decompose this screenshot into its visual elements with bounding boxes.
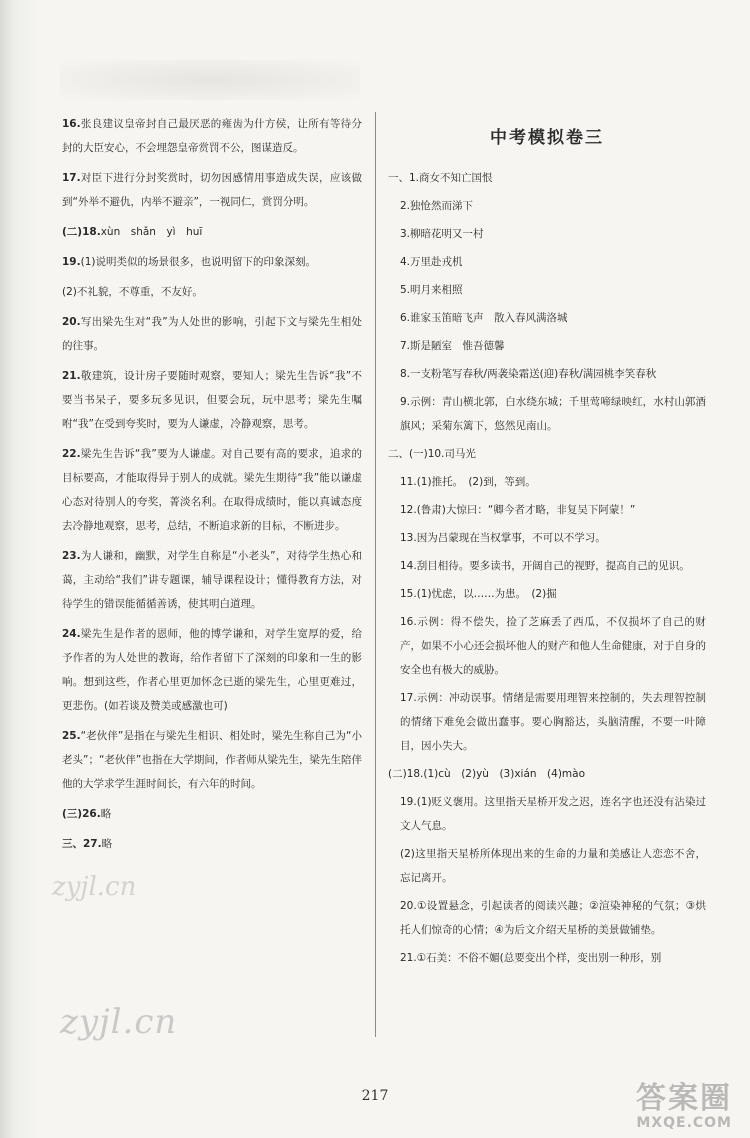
answer-text: 司马光: [444, 448, 476, 460]
answer-number: 14.: [400, 560, 417, 572]
answer-item: [388, 582, 706, 606]
answer-number: 21.: [62, 370, 81, 382]
column-divider: [375, 112, 376, 1037]
answer-number: 二、(一)10.: [388, 448, 445, 460]
answer-number: 17.: [62, 172, 81, 184]
answer-text: 独怆然而涕下: [410, 200, 474, 212]
answer-number: (二)18.: [388, 768, 424, 780]
answer-number: 11.: [400, 476, 417, 488]
answer-text: 万里赴戎机: [410, 256, 463, 268]
answer-text: 写出梁先生对“我”为人处世的影响，引起下文与梁先生相处的往事。: [62, 316, 362, 352]
answer-text: 略: [101, 838, 113, 850]
answer-text: 商女不知亡国恨: [419, 172, 493, 184]
answer-text: (1)推托。 (2)到，等到。: [416, 476, 536, 488]
answer-text: (1)忧虑，以……为患。 (2)掘: [416, 588, 557, 600]
answer-number: 22.: [62, 448, 81, 460]
left-answer-column: [62, 112, 362, 862]
answer-text: 示例：得不偿失，捡了芝麻丢了西瓜，不仅损坏了自己的财产，如果不小心还会损坏他人的财产和他人生命健康，对于自身的安全也有极大的威胁。: [400, 616, 706, 676]
answer-item: [62, 250, 362, 274]
right-answer-column: [388, 110, 706, 974]
answer-text: (2)这里指天星桥所体现出来的生命的力量和美感让人恋恋不舍，忘记离开。: [400, 848, 706, 884]
answer-item: [388, 278, 706, 302]
answer-item: [62, 832, 362, 856]
answer-number: 21.: [400, 952, 417, 964]
answer-item: [388, 554, 706, 578]
watermark-stamp-logo: [562, 1082, 732, 1132]
answer-number: 17.: [400, 692, 417, 704]
answer-number: 三、27.: [62, 838, 102, 850]
answer-text: (1)说明类似的场景很多，也说明留下的印象深刻。: [80, 256, 316, 268]
watermark-mid: zyjl.cn: [52, 872, 137, 902]
answer-text: 敬建筑，设计房子要随时观察，要知人；梁先生告诉“我”不要当书呆子，要多玩多见识，但要会玩，玩中思考；梁先生嘱咐“我”在受到夸奖时，要为人谦虚，冷静观察，思考。: [62, 370, 362, 430]
answer-text: (1)贬义褒用。这里指天星桥开发之迟，连名字也还没有沾染过文人气息。: [400, 796, 706, 832]
answer-item: [62, 544, 362, 616]
answer-item: [388, 194, 706, 218]
answer-item: [62, 112, 362, 160]
answer-number: 6.: [400, 312, 411, 324]
answer-item: [388, 222, 706, 246]
answer-number: 12.: [400, 504, 417, 516]
answer-item: [388, 894, 706, 942]
answer-text: 为人谦和，幽默，对学生自称是“小老头”，对待学生热心和蔼，主动给“我们”讲专题课，辅导课程设计；懂得教育方法，对待学生的错误能循循善诱，使其明白道理。: [62, 550, 362, 610]
watermark-url: MXQE.COM: [636, 1115, 732, 1131]
watermark-stamp-text: 答案圈: [636, 1081, 732, 1116]
answer-item: [62, 802, 362, 826]
answer-text: (2)不礼貌，不尊重，不友好。: [62, 286, 203, 298]
answer-number: 一、1.: [388, 172, 420, 184]
answer-item: [388, 526, 706, 550]
scan-smudge: [60, 60, 360, 100]
answer-number: 15.: [400, 588, 417, 600]
answer-item: [62, 280, 362, 304]
answer-number: 9.: [400, 396, 411, 408]
answer-item: [388, 842, 706, 890]
answer-item: [388, 946, 706, 970]
answer-number: 19.: [62, 256, 81, 268]
answer-text: 明月来相照: [410, 284, 463, 296]
answer-number: 3.: [400, 228, 411, 240]
answer-text: ①设置悬念，引起读者的阅读兴趣；②渲染神秘的气氛；③烘托人们惊奇的心情；④为后文介绍天星桥的美景做铺垫。: [400, 900, 706, 936]
answer-item: [388, 250, 706, 274]
answer-text: 刮目相待。要多读书，开阔自己的视野，提高自己的见识。: [416, 560, 690, 572]
answer-text: (1)cù (2)yù (3)xián (4)mào: [423, 768, 586, 780]
answer-number: 24.: [62, 628, 81, 640]
answer-number: (二)18.: [62, 226, 101, 238]
answer-number: 25.: [62, 730, 81, 742]
answer-number: (三)26.: [62, 808, 101, 820]
answer-item: [62, 166, 362, 214]
answer-text: 梁先生是作者的恩师，他的博学谦和，对学生宽厚的爱，给予作者的为人处世的教诲，给作者留下了深刻的印象和一生的影响。想到这些，作者心里更加怀念已逝的梁先生，心里更难过，更悲伤。(如若谈及赞美或感激也可): [62, 628, 362, 712]
answer-item: [388, 470, 706, 494]
answer-item: [62, 310, 362, 358]
answer-text: xùn shǎn yì huī: [100, 226, 203, 238]
answer-item: [388, 442, 706, 466]
answer-number: 5.: [400, 284, 411, 296]
answer-item: [388, 306, 706, 330]
page-number: 217: [361, 1088, 389, 1104]
answer-number: 8.: [400, 368, 411, 380]
answer-number: 2.: [400, 200, 411, 212]
answer-item: [62, 220, 362, 244]
answer-text: 梁先生告诉“我”要为人谦虚。对自己要有高的要求，追求的目标要高，才能取得异于别人的成就。梁先生期待“我”能以谦虚心态对待别人的夸奖，菁淡名利。在取得成绩时，能以真诚态度去冷静地观察，思考，总结，不断追求新的目标，不断进步。: [62, 448, 362, 532]
answer-number: 13.: [400, 532, 417, 544]
answer-text: 示例：冲动误事。情绪是需要用理智来控制的，失去理智控制的情绪下难免会做出蠢事。要心胸豁达，头脑清醒，不要一叶障目，因小失大。: [400, 692, 706, 752]
answer-number: 16.: [62, 118, 81, 130]
watermark-left: zyjl.cn: [60, 1002, 178, 1042]
answer-text: 示例：青山横北郭，白水绕东城；千里莺啼绿映红，水村山郭酒旗风；采菊东篱下，悠然见南山。: [400, 396, 706, 432]
answer-item: [388, 686, 706, 758]
answer-number: 7.: [400, 340, 411, 352]
answer-text: “老伙伴”是指在与梁先生相识、相处时，梁先生称自己为“小老头”；“老伙伴”也指在大学期间，作者师从梁先生，梁先生陪伴他的大学求学生涯时间长，有六年的时间。: [62, 730, 362, 790]
answer-number: 16.: [400, 616, 417, 628]
answer-item: [388, 762, 706, 786]
answer-item: [388, 166, 706, 190]
answer-text: (鲁肃)大惊曰：“卿今者才略，非复吴下阿蒙！”: [416, 504, 636, 516]
answer-item: [62, 442, 362, 538]
answer-item: [62, 622, 362, 718]
answer-text: 略: [100, 808, 112, 820]
answer-number: 19.: [400, 796, 417, 808]
answer-item: [388, 790, 706, 838]
answer-item: [388, 362, 706, 386]
answer-text: 张良建议皇帝封自己最厌恶的雍齿为什方侯，让所有等待分封的大臣安心，不会埋怨皇帝赏罚不公，图谋造反。: [62, 118, 362, 154]
answer-item: [388, 390, 706, 438]
answer-text: 对臣下进行分封奖赏时，切勿因感情用事造成失误，应该做到“外举不避仇，内举不避亲”，一视同仁，赏罚分明。: [62, 172, 362, 208]
answer-number: 20.: [400, 900, 417, 912]
answer-number: 23.: [62, 550, 81, 562]
answer-item: [62, 364, 362, 436]
answer-text: 因为吕蒙现在当权掌事，不可以不学习。: [416, 532, 606, 544]
answer-text: ①石美：不俗不媚(总要变出个样，变出别一种形，别: [416, 952, 662, 964]
answer-text: 谁家玉笛暗飞声 散入春风满洛城: [410, 312, 568, 324]
answer-number: 4.: [400, 256, 411, 268]
answer-item: [388, 498, 706, 522]
answer-text: 柳暗花明又一村: [410, 228, 484, 240]
answer-number: 20.: [62, 316, 81, 328]
answer-item: [62, 724, 362, 796]
right-answer-list: [388, 166, 706, 970]
section-title: 中考模拟卷三: [490, 128, 604, 148]
answer-text: 一支粉笔写春秋/两袭染霜送(迎)春秋/满园桃李笑春秋: [410, 368, 657, 380]
answer-item: [388, 334, 706, 358]
answer-text: 斯是陋室 惟吾德馨: [410, 340, 505, 352]
answer-item: [388, 610, 706, 682]
